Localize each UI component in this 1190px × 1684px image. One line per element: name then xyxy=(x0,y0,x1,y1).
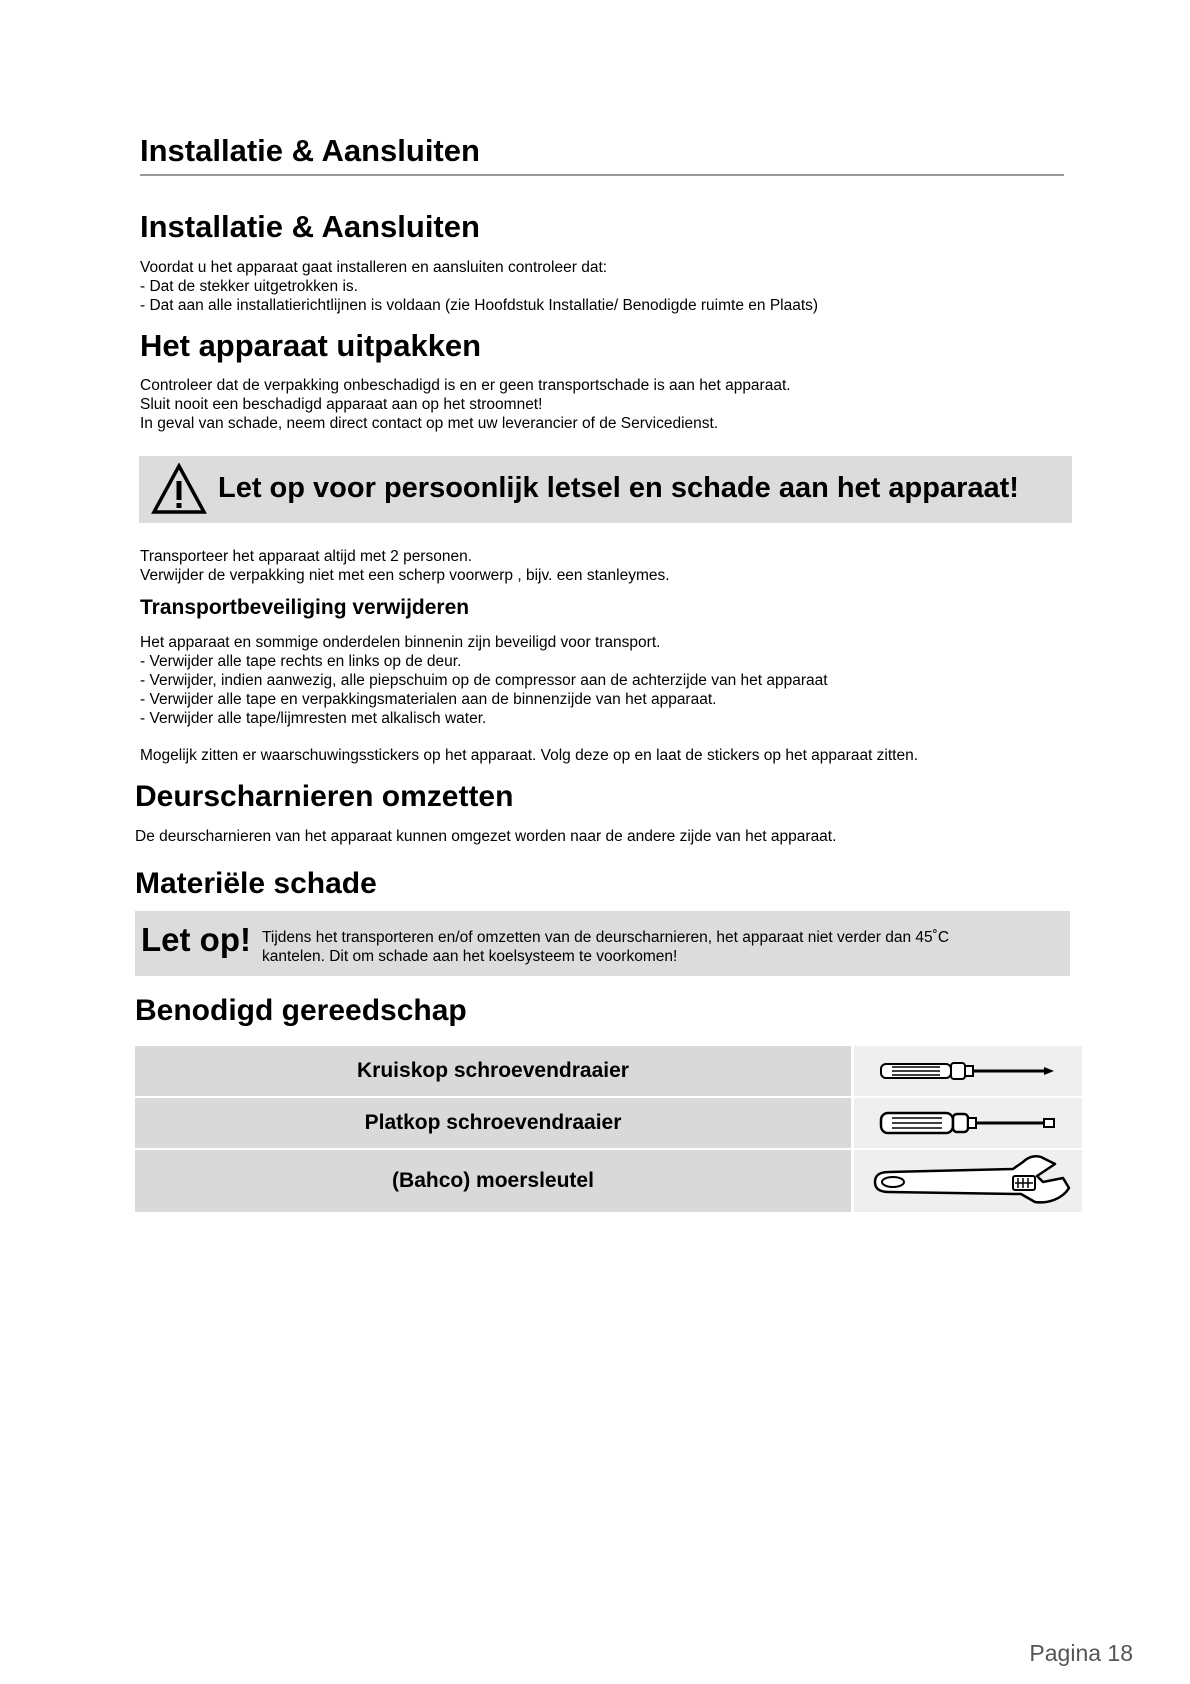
flathead-screwdriver-icon xyxy=(878,1108,1058,1138)
tool-icon-cell xyxy=(854,1150,1082,1212)
tool-label: Platkop schroevendraaier xyxy=(135,1098,854,1148)
caution-line: kantelen. Dit om schade aan het koelsysteem te voorkomen! xyxy=(262,948,678,965)
caution-label: Let op! xyxy=(141,921,251,958)
transport-safety-line: - Verwijder, indien aanwezig, alle piepschuim op de compressor aan de achterzijde van het apparaat xyxy=(140,672,828,689)
section-title-install: Installatie & Aansluiten xyxy=(140,209,480,244)
tool-row xyxy=(135,1046,1082,1098)
install-line: - Dat de stekker uitgetrokken is. xyxy=(140,278,358,295)
tool-icon-cell xyxy=(854,1098,1082,1148)
section-title-damage: Materiële schade xyxy=(135,867,377,900)
tool-row xyxy=(135,1150,1082,1214)
adjustable-wrench-icon xyxy=(863,1152,1073,1210)
section-title-tools: Benodigd gereedschap xyxy=(135,994,467,1027)
transport-line: Verwijder de verpakking niet met een scherp voorwerp , bijv. een stanleymes. xyxy=(140,567,670,584)
section-title-unpack: Het apparaat uitpakken xyxy=(140,328,482,363)
header-divider xyxy=(140,174,1064,176)
install-line: - Dat aan alle installatierichtlijnen is voldaan (zie Hoofdstuk Installatie/ Benodigde ruimte en Plaats) xyxy=(140,297,819,314)
transport-safety-paragraph xyxy=(140,633,828,728)
install-paragraph xyxy=(140,258,818,315)
tools-table xyxy=(135,1046,1082,1214)
transport-safety-line: - Verwijder alle tape en verpakkingsmaterialen aan de binnenzijde van het apparaat. xyxy=(140,691,717,708)
install-line: Voordat u het apparaat gaat installeren en aansluiten controleer dat: xyxy=(140,259,608,276)
page-header-title: Installatie & Aansluiten xyxy=(140,133,480,168)
section-title-hinges: Deurscharnieren omzetten xyxy=(135,780,514,813)
unpack-line: Sluit nooit een beschadigd apparaat aan op het stroomnet! xyxy=(140,396,543,413)
transport-line: Transporteer het apparaat altijd met 2 personen. xyxy=(140,548,473,565)
caution-text xyxy=(262,928,949,966)
tool-label: (Bahco) moersleutel xyxy=(135,1150,854,1212)
section-title-transport-safety: Transportbeveiliging verwijderen xyxy=(140,596,470,619)
transport-safety-line: - Verwijder alle tape/lijmresten met alkalisch water. xyxy=(140,710,487,727)
hinges-text: De deurscharnieren van het apparaat kunnen omgezet worden naar de andere zijde van het apparaat. xyxy=(135,828,837,845)
tool-label: Kruiskop schroevendraaier xyxy=(135,1046,854,1096)
unpack-line: In geval van schade, neem direct contact op met uw leverancier of de Servicedienst. xyxy=(140,415,719,432)
transport-paragraph xyxy=(140,547,670,585)
tool-row xyxy=(135,1098,1082,1150)
page-number: Pagina 18 xyxy=(1029,1640,1133,1666)
unpack-paragraph xyxy=(140,376,791,433)
tool-icon-cell xyxy=(854,1046,1082,1096)
stickers-note: Mogelijk zitten er waarschuwingsstickers op het apparaat. Volg deze op en laat de stickers op het apparaat zitten. xyxy=(140,747,919,764)
warning-triangle-icon xyxy=(151,463,207,515)
warning-text: Let op voor persoonlijk letsel en schade aan het apparaat! xyxy=(218,472,1019,504)
caution-line: Tijdens het transporteren en/of omzetten van de deurscharnieren, het apparaat niet verder dan 45˚C xyxy=(262,929,950,946)
phillips-screwdriver-icon xyxy=(878,1058,1058,1084)
transport-safety-line: Het apparaat en sommige onderdelen binnenin zijn beveiligd voor transport. xyxy=(140,634,661,651)
unpack-line: Controleer dat de verpakking onbeschadigd is en er geen transportschade is aan het apparaat. xyxy=(140,377,791,394)
transport-safety-line: - Verwijder alle tape rechts en links op de deur. xyxy=(140,653,462,670)
